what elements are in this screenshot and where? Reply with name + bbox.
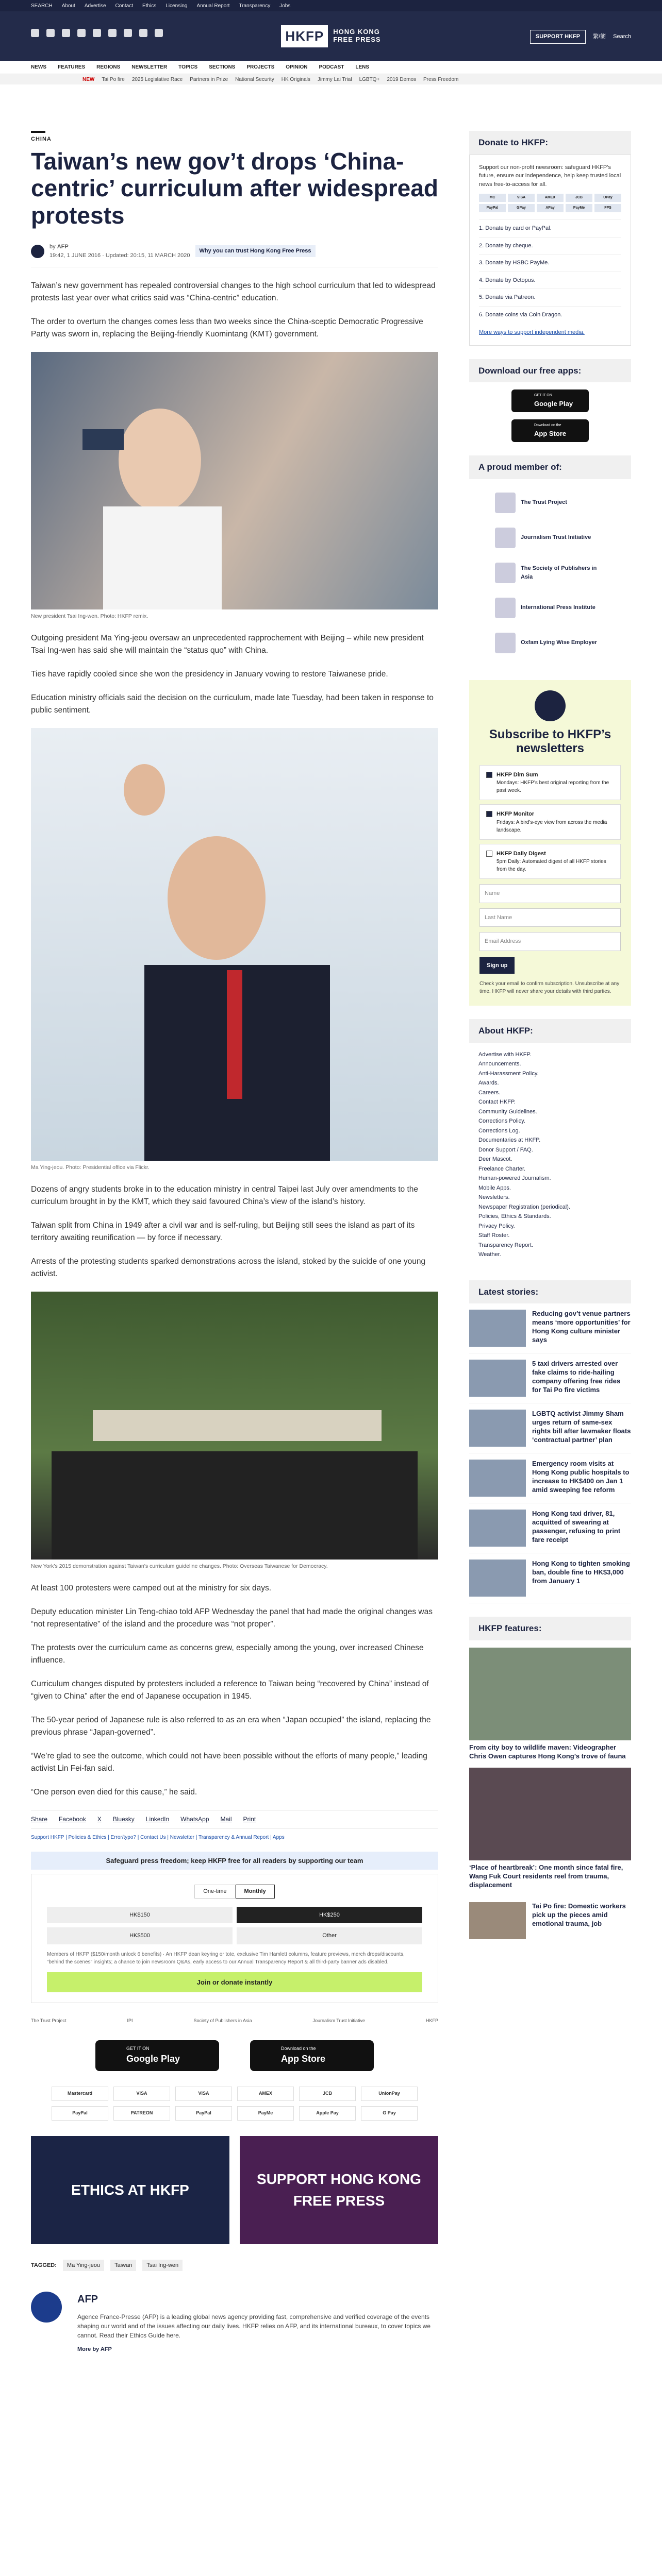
google-play-button[interactable]: GET IT ON Google Play: [95, 2040, 219, 2071]
bluesky-icon[interactable]: [93, 29, 101, 37]
trending-item[interactable]: LGBTQ+: [359, 76, 380, 82]
checkbox-icon: [486, 772, 492, 778]
partner-logos: [31, 2003, 438, 2030]
story-thumbnail: [469, 1510, 526, 1547]
paragraph: Outgoing president Ma Ying-jeou oversaw an unprecedented rapprochement with Beijing – while new president Tsai Ing-wen has said she will maintain the “status quo” with China.: [31, 633, 424, 655]
feature-story[interactable]: ‘Place of heartbreak’: One month since fatal fire, Wang Fuk Court residents reel from trauma, displacement: [469, 1768, 631, 1890]
more-ways-link[interactable]: More ways to support independent media.: [479, 329, 585, 335]
about-link[interactable]: Corrections Log.: [478, 1127, 520, 1134]
share-whatsapp[interactable]: WhatsApp: [180, 1815, 209, 1823]
topbar-transparency[interactable]: Transparency: [239, 3, 271, 9]
article-main: [31, 131, 438, 2354]
newsletter-option[interactable]: HKFP Daily Digest 5pm Daily: Automated digest of all HKFP stories from the day.: [479, 844, 621, 879]
card-icon: FPS: [594, 204, 621, 212]
logo-mark: HKFP: [281, 25, 328, 47]
paragraph: Taiwan’s new government has repealed controversial changes to the high school curriculum that led to widespread protests last year over what critics said was “China-centric” education.: [31, 281, 436, 303]
about-link[interactable]: Anti-Harassment Policy.: [478, 1070, 539, 1077]
widget-heading: About HKFP:: [469, 1019, 631, 1043]
x-icon[interactable]: [46, 29, 55, 37]
trending-item[interactable]: 2019 Demos: [387, 76, 417, 82]
ma-photo: [31, 728, 438, 1161]
trending-item[interactable]: Press Freedom: [423, 76, 459, 82]
author-link[interactable]: AFP: [57, 244, 69, 250]
story-thumbnail: [469, 1410, 526, 1447]
protest-photo-art: [31, 1292, 438, 1560]
paragraph: Dozens of angry students broke in to the education ministry in central Taipei last July over amendments to the curriculum brought in by the KMT, which they said favoured China’s view of the island’s history.: [31, 1184, 419, 1206]
about-link[interactable]: Donor Support / FAQ.: [478, 1146, 533, 1153]
newsletter-widget: [469, 680, 631, 1006]
promo-banners: [31, 2136, 438, 2244]
about-link[interactable]: Documentaries at HKFP.: [478, 1137, 541, 1144]
checkbox-icon: [486, 811, 492, 817]
main-nav: [0, 61, 662, 74]
linkedin-icon[interactable]: [124, 29, 132, 37]
share-bluesky[interactable]: Bluesky: [112, 1815, 135, 1823]
tsai-photo-art: [31, 352, 438, 609]
paragraph: Arrests of the protesting students sparked demonstrations across the island, stoked by the suicide of one young activist.: [31, 1257, 426, 1278]
about-widget: [469, 1019, 631, 1267]
photo-caption: New York’s 2015 demonstration against Taiwan’s curriculum guideline changes. Photo: Overseas Taiwanese for Democracy.: [31, 1563, 328, 1569]
feature-image: [469, 1648, 631, 1740]
about-link[interactable]: Privacy Policy.: [478, 1223, 515, 1229]
topbar-search[interactable]: SEARCH: [31, 3, 53, 9]
protest-photo: [31, 1292, 438, 1560]
card-icon: UPay: [594, 194, 621, 202]
latest-story[interactable]: Emergency room visits at Hong Kong public hospitals to increase to HK$400 on Jan 1 amid sweeping fee reform: [469, 1453, 631, 1503]
instagram-icon[interactable]: [62, 29, 70, 37]
story-thumbnail: [469, 1560, 526, 1597]
amount-option[interactable]: HK$150: [47, 1907, 233, 1924]
donate-option[interactable]: 4. Donate by Octopus.: [479, 272, 621, 289]
partner-logo[interactable]: Journalism Trust Initiative: [312, 2018, 366, 2024]
about-link[interactable]: Staff Roster.: [478, 1232, 510, 1239]
monthly-option[interactable]: Monthly: [236, 1885, 275, 1899]
paragraph: The 50-year period of Japanese rule is also referred to as an era when “Japan occupied” the island, replacing the previous phrase “Japan-governed”.: [31, 1715, 431, 1737]
author-box: [31, 2292, 438, 2354]
trending-item[interactable]: Tai Po fire: [102, 76, 125, 82]
about-link[interactable]: Freelance Charter.: [478, 1165, 526, 1172]
telegram-icon[interactable]: [139, 29, 147, 37]
app-store-button[interactable]: Download on the App Store: [511, 419, 589, 442]
partner-logo[interactable]: Society of Publishers in Asia: [193, 2018, 252, 2024]
donation-box: [31, 1874, 438, 2003]
paragraph: Deputy education minister Lin Teng-chiao told AFP Wednesday the panel that had made the original changes was “not representative” of the island and the procedure was “not proper”.: [31, 1607, 433, 1629]
widget-heading: HKFP features:: [469, 1617, 631, 1640]
support-banner-image[interactable]: SUPPORT HONG KONG FREE PRESS: [240, 2136, 438, 2244]
threads-icon[interactable]: [108, 29, 117, 37]
topbar-advertise[interactable]: Advertise: [84, 3, 106, 9]
donate-option[interactable]: 2. Donate by cheque.: [479, 237, 621, 255]
newsletter-option[interactable]: HKFP Monitor Fridays: A bird’s-eye view from across the media landscape.: [479, 804, 621, 840]
latest-story[interactable]: Reducing gov’t venue partners means ‘more opportunities’ for Hong Kong culture minister says: [469, 1303, 631, 1353]
amount-option-selected[interactable]: HK$250: [237, 1907, 422, 1924]
photo-caption: New president Tsai Ing-wen. Photo: HKFP remix.: [31, 613, 148, 620]
share-x[interactable]: X: [97, 1815, 102, 1823]
youtube-icon[interactable]: [77, 29, 86, 37]
about-link[interactable]: Community Guidelines.: [478, 1108, 537, 1115]
card-icon: GPay: [508, 204, 535, 212]
search-button[interactable]: Search: [613, 33, 631, 40]
language-switch[interactable]: 繁/簡: [593, 33, 606, 40]
topbar-about[interactable]: About: [61, 3, 75, 9]
trending-bar: [0, 74, 662, 84]
applepay-icon: Apple Pay: [299, 2106, 356, 2121]
share-mail[interactable]: Mail: [220, 1815, 232, 1823]
about-link[interactable]: Weather.: [478, 1251, 501, 1258]
top-utility-bar: [0, 0, 662, 11]
more-by-author[interactable]: More by AFP: [77, 2346, 112, 2353]
masthead: [0, 11, 662, 61]
support-banner[interactable]: Safeguard press freedom; keep HKFP free for all readers by supporting our team: [31, 1852, 438, 1870]
about-link[interactable]: Corrections Policy.: [478, 1118, 525, 1125]
story-thumbnail: [469, 1360, 526, 1397]
ethics-banner[interactable]: ETHICS AT HKFP: [31, 2136, 229, 2244]
payment-methods: [52, 2087, 418, 2121]
card-icon: MC: [479, 194, 506, 202]
donate-options: [479, 219, 621, 323]
amex-icon: AMEX: [237, 2087, 294, 2101]
paragraph: “One person even died for this cause,” he said.: [31, 1787, 197, 1797]
paragraph: Ties have rapidly cooled since she won the presidency in January vowing to restore Taiwanese pride.: [31, 670, 388, 679]
visa-icon: VISA: [175, 2087, 232, 2101]
donation-note: Members of HKFP ($150/month unlock 6 benefits) · An HKFP dean keyring or tote, exclusive Tim Hamlett columns, feature previews, merch drops/discounts, “behind the scenes” insights; a chance to join newsroom Q&As, early access to our Annual Transparency Report & all third-party banner ads disabled.: [47, 1951, 405, 1965]
about-link[interactable]: Newsletters.: [478, 1194, 510, 1201]
article-title: Taiwan’s new gov’t drops ‘China-centric’ curriculum after widespread protests: [31, 147, 438, 229]
trending-item[interactable]: National Security: [235, 76, 274, 82]
google-play-button[interactable]: GET IT ON Google Play: [511, 389, 589, 412]
about-link[interactable]: Newspaper Registration (periodical).: [478, 1204, 570, 1210]
nav-regions[interactable]: REGIONS: [96, 64, 121, 70]
latest-story[interactable]: 5 taxi drivers arrested over fake claims to ride-hailing company offering free rides for Tai Po fire victims: [469, 1353, 631, 1403]
paragraph: Education ministry officials said the decision on the curriculum, made late Tuesday, had been taken in response to public sentiment.: [31, 693, 434, 715]
sopa-icon: [495, 563, 516, 583]
features-widget: [469, 1617, 631, 1944]
trending-item[interactable]: HK Originals: [281, 76, 310, 82]
paragraph: “We’re glad to see the outcome, which could not have been possible without the efforts of many people,” leading activist Lin Fei-fan said.: [31, 1751, 427, 1773]
photo-caption: Ma Ying-jeou. Photo: Presidential office via Flickr.: [31, 1164, 150, 1171]
widget-heading: Latest stories:: [469, 1280, 631, 1304]
trust-project-icon: [495, 493, 516, 513]
member-logo[interactable]: The Society of Publishers in Asia: [495, 555, 605, 590]
card-icon: AMEX: [537, 194, 564, 202]
topbar-ethics[interactable]: Ethics: [142, 3, 157, 9]
widget-heading: A proud member of:: [469, 455, 631, 479]
paragraph: Curriculum changes disputed by protesters included a reference to Taiwan being “recovered by China” instead of “given to China” after the end of Japanese occupation in 1945.: [31, 1679, 429, 1701]
feature-image: [469, 1768, 631, 1860]
paragraph: The order to overturn the changes comes less than two weeks since the China-sceptic Democratic Progressive Party was sworn in, replacing the Beijing-friendly Kuomintang (KMT) government.: [31, 317, 423, 339]
author-bio: Agence France-Presse (AFP) is a leading global news agency providing fast, comprehensive and verified coverage of the events shaping our world and of the issues affecting our daily lives. HKFP relies on AFP, and its international bureaux, to cover topics we cannot. Read their Ethics Guide here.: [77, 2313, 431, 2340]
donate-text: Support our non-profit newsroom: safeguard HKFP’s future, ensure our independence, help keep trusted local news free-to-access for all.: [479, 164, 621, 188]
share-label: Share: [31, 1815, 48, 1823]
nav-news[interactable]: NEWS: [31, 64, 46, 70]
amount-option[interactable]: HK$500: [47, 1927, 233, 1944]
patreon-icon: PATREON: [113, 2106, 170, 2121]
donate-option[interactable]: 3. Donate by HSBC PayMe.: [479, 254, 621, 272]
app-buttons: [31, 2040, 438, 2071]
tag[interactable]: Tsai Ing-wen: [142, 2260, 183, 2272]
about-link[interactable]: Careers.: [478, 1089, 501, 1096]
paypal-icon: PayPal: [175, 2106, 232, 2121]
jti-icon: [495, 528, 516, 548]
trust-link[interactable]: Why you can trust Hong Kong Free Press: [195, 245, 316, 257]
payment-cards: [479, 194, 621, 212]
topbar-contact[interactable]: Contact: [115, 3, 133, 9]
about-link[interactable]: Policies, Ethics & Standards.: [478, 1213, 551, 1220]
card-icon: APay: [537, 204, 564, 212]
article-body: [31, 280, 438, 1799]
apps-widget: [469, 359, 631, 443]
tag[interactable]: Taiwan: [110, 2260, 136, 2272]
donate-option[interactable]: 6. Donate coins via Coin Dragon.: [479, 306, 621, 324]
partner-logo[interactable]: HKFP: [425, 2018, 438, 2024]
paragraph: The protests over the curriculum came as concerns grew, especially among the young, over increased Chinese influence.: [31, 1643, 424, 1665]
social-icons: [31, 29, 163, 37]
author-avatar: [31, 245, 44, 258]
ma-photo-art: [31, 728, 438, 1161]
newsletter-heading: Subscribe to HKFP’s newsletters: [489, 727, 611, 756]
share-bar: [31, 1810, 438, 1828]
jcb-icon: JCB: [299, 2087, 356, 2101]
topbar-licensing[interactable]: Licensing: [166, 3, 188, 9]
author-logo: [31, 2292, 62, 2323]
share-facebook[interactable]: Facebook: [59, 1815, 86, 1823]
feature-story[interactable]: From city boy to wildlife maven: Videographer Chris Owen captures Hong Kong’s trove of fauna: [469, 1648, 631, 1761]
join-donate-button[interactable]: Join or donate instantly: [47, 1972, 422, 1993]
widget-heading: Donate to HKFP:: [469, 131, 631, 155]
paragraph: Taiwan split from China in 1949 after a civil war and is self-ruling, but Beijing still sees the island as part of its territory awaiting reunification — by force if necessary.: [31, 1221, 415, 1242]
member-logo[interactable]: Journalism Trust Initiative: [495, 520, 605, 555]
amount-other[interactable]: Other: [237, 1927, 422, 1944]
app-store-button[interactable]: Download on the App Store: [250, 2040, 374, 2071]
unionpay-icon: UnionPay: [361, 2087, 418, 2101]
about-link[interactable]: Deer Mascot.: [478, 1156, 512, 1163]
member-logo[interactable]: International Press Institute: [495, 590, 605, 625]
frequency-toggle: [47, 1885, 422, 1899]
latest-story[interactable]: Hong Kong taxi driver, 81, acquitted of swearing at passenger, refusing to print fare receipt: [469, 1503, 631, 1553]
topbar-jobs[interactable]: Jobs: [279, 3, 291, 9]
card-icon: VISA: [508, 194, 535, 202]
byline-text: by AFP 19:42, 1 JUNE 2016 · Updated: 20:15, 11 MARCH 2020: [49, 244, 190, 259]
card-icon: PayPal: [479, 204, 506, 212]
ipi-icon: [495, 598, 516, 618]
nav-features[interactable]: FEATURES: [58, 64, 86, 70]
share-linkedin[interactable]: LinkedIn: [145, 1815, 170, 1823]
checkbox-icon: [486, 851, 492, 857]
about-link[interactable]: Advertise with HKFP.: [478, 1051, 532, 1058]
mastercard-icon: Mastercard: [52, 2087, 108, 2101]
nav-podcast[interactable]: PODCAST: [319, 64, 344, 70]
about-link[interactable]: Contact HKFP.: [478, 1099, 516, 1106]
nav-topics[interactable]: TOPICS: [178, 64, 198, 70]
site-logo[interactable]: [281, 25, 380, 47]
nav-projects[interactable]: PROJECTS: [246, 64, 275, 70]
donate-widget: [469, 131, 631, 346]
article-category[interactable]: CHINA: [31, 131, 45, 144]
member-widget: [469, 455, 631, 667]
newsletter-fineprint: Check your email to confirm subscription. Unsubscribe at any time. HKFP will never share your details with third parties.: [479, 981, 620, 995]
partner-logo[interactable]: IPI: [127, 2018, 133, 2024]
feature-story[interactable]: Tai Po fire: Domestic workers pick up the pieces amid emotional trauma, job: [469, 1897, 631, 1944]
nav-opinion[interactable]: OPINION: [286, 64, 308, 70]
rss-icon[interactable]: [155, 29, 163, 37]
amount-grid: [47, 1907, 422, 1944]
donate-option[interactable]: 5. Donate via Patreon.: [479, 289, 621, 306]
paragraph: At least 100 protesters were camped out at the ministry for six days.: [31, 1583, 272, 1592]
partner-logo[interactable]: The Trust Project: [31, 2018, 67, 2024]
tag[interactable]: Ma Ying-jeou: [63, 2260, 104, 2272]
facebook-icon[interactable]: [31, 29, 39, 37]
trending-item[interactable]: 2025 Legislative Race: [131, 76, 183, 82]
donate-option[interactable]: 1. Donate by card or PayPal.: [479, 219, 621, 237]
about-link[interactable]: Awards.: [478, 1080, 499, 1087]
footer-links[interactable]: Support HKFP | Policies & Ethics | Error/typo? | Contact Us | Newsletter | Transparency & Annual Report | Apps: [31, 1834, 285, 1840]
support-hkfp-button[interactable]: SUPPORT HKFP: [530, 30, 586, 44]
story-thumbnail: [469, 1310, 526, 1347]
about-link[interactable]: Announcements.: [478, 1061, 521, 1067]
byline: [31, 243, 438, 267]
card-icon: PayMe: [566, 204, 592, 212]
tsai-photo: [31, 352, 438, 609]
trending-label: NEW: [82, 76, 95, 82]
card-icon: JCB: [566, 194, 592, 202]
signup-button[interactable]: Sign up: [479, 957, 515, 974]
latest-story[interactable]: LGBTQ activist Jimmy Sham urges return of same-sex rights bill after lawmaker floats ‘contractual partner’ plan: [469, 1403, 631, 1453]
logo-text: HONG KONG FREE PRESS: [333, 28, 381, 43]
author-name[interactable]: AFP: [77, 2294, 98, 2306]
payme-icon: PayMe: [237, 2106, 294, 2121]
nav-newsletter[interactable]: NEWSLETTER: [131, 64, 168, 70]
latest-widget: [469, 1280, 631, 1604]
nav-sections[interactable]: SECTIONS: [209, 64, 236, 70]
visa-icon: VISA: [113, 2087, 170, 2101]
newsletter-icon: [535, 690, 566, 721]
sidebar: [469, 131, 631, 2354]
oxfam-icon: [495, 633, 516, 653]
nav-lens[interactable]: LENS: [355, 64, 370, 70]
member-logo[interactable]: Oxfam Lying Wise Employer: [495, 625, 605, 660]
tags-label: TAGGED:: [31, 2262, 57, 2268]
story-thumbnail: [469, 1460, 526, 1497]
trending-item[interactable]: Jimmy Lai Trial: [317, 76, 352, 82]
feature-thumbnail: [469, 1902, 526, 1939]
name-field[interactable]: Name: [479, 884, 621, 903]
email-field[interactable]: Email Address: [479, 932, 621, 951]
about-link[interactable]: Transparency Report.: [478, 1242, 533, 1248]
newsletter-option[interactable]: HKFP Dim Sum Mondays: HKFP’s best original reporting from the past week.: [479, 765, 621, 801]
about-link[interactable]: Mobile Apps.: [478, 1184, 511, 1191]
tags: [31, 2260, 438, 2272]
masthead-actions: [530, 30, 631, 44]
about-link[interactable]: Human-powered Journalism.: [478, 1175, 551, 1182]
gpay-icon: G Pay: [361, 2106, 418, 2121]
about-links: [469, 1043, 631, 1267]
paypal-icon: PayPal: [52, 2106, 108, 2121]
share-print[interactable]: Print: [243, 1815, 256, 1823]
member-logo[interactable]: The Trust Project: [495, 485, 605, 520]
trending-item[interactable]: Partners in Prize: [190, 76, 228, 82]
last-name-field[interactable]: Last Name: [479, 908, 621, 927]
latest-story[interactable]: Hong Kong to tighten smoking ban, double fine to HK$3,000 from January 1: [469, 1553, 631, 1603]
topbar-annual-report[interactable]: Annual Report: [196, 3, 230, 9]
onetime-option[interactable]: One-time: [194, 1885, 235, 1899]
widget-heading: Download our free apps:: [469, 359, 631, 383]
